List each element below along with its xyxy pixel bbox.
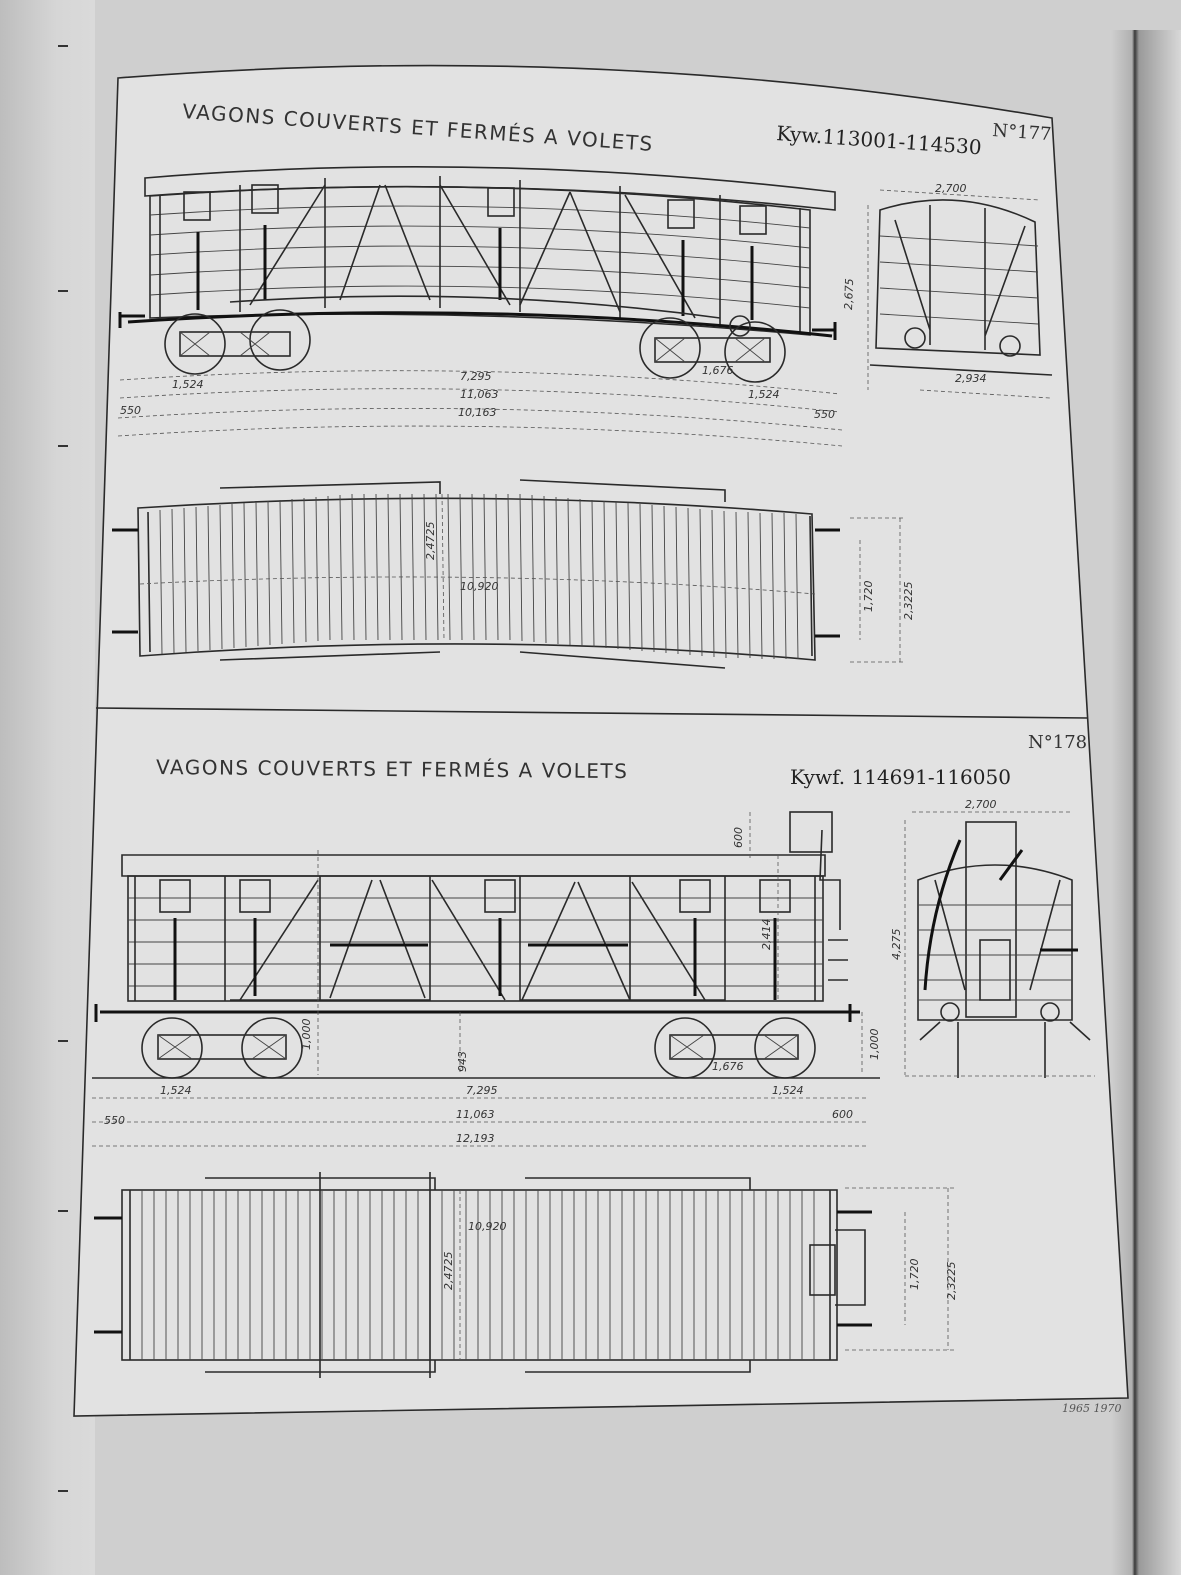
plate-178-number: N°178 bbox=[1028, 732, 1088, 753]
dim-plan-width: 2,3225 bbox=[945, 1261, 958, 1300]
signature: 1965 1970 bbox=[1062, 1402, 1122, 1415]
dim-plan-width: 2,3225 bbox=[902, 581, 915, 620]
dim-wheel: 943 bbox=[456, 1051, 469, 1072]
plate-178-code: Kywf. 114691-116050 bbox=[790, 765, 1011, 789]
dim-plan-inner: 1,720 bbox=[908, 1258, 921, 1290]
dim-wheelbase: 7,295 bbox=[460, 370, 492, 383]
dim-end-width: 2,700 bbox=[965, 798, 997, 811]
dim-plan-center: 2,4725 bbox=[442, 1251, 455, 1290]
dim-plan-center: 2,4725 bbox=[424, 521, 437, 560]
dim-plan-inner: 1,720 bbox=[862, 580, 875, 612]
dim-axle-right: 1,524 bbox=[772, 1084, 804, 1097]
dim-end-width: 2,700 bbox=[935, 182, 967, 195]
plate-177-number: N°177 bbox=[991, 120, 1053, 146]
dim-inner-height: 2,414 bbox=[760, 918, 773, 950]
dim-end-height: 2,675 bbox=[842, 278, 857, 311]
dim-plan-length: 10,920 bbox=[460, 580, 499, 593]
dim-side-left: 1,000 bbox=[300, 1018, 313, 1050]
dim-cab: 600 bbox=[732, 827, 745, 848]
dim-buffers: 11,063 bbox=[456, 1108, 495, 1121]
dim-axle-left: 1,524 bbox=[160, 1084, 192, 1097]
dim-overall: 12,193 bbox=[456, 1132, 495, 1145]
dim-overhang-right: 600 bbox=[832, 1108, 853, 1121]
dim-overall: 10,163 bbox=[458, 406, 497, 419]
dim-overhang-left: 550 bbox=[104, 1114, 125, 1127]
plate-177-code: Kyw.113001-114530 bbox=[775, 121, 983, 160]
dim-axle-right: 1,524 bbox=[748, 388, 780, 401]
dim-wheelbase: 7,295 bbox=[466, 1084, 498, 1097]
plate-178-title: VAGONS COUVERTS ET FERMÉS A VOLETS bbox=[155, 755, 629, 784]
dim-overhang-right: 550 bbox=[814, 408, 835, 421]
dim-side-right: 1,000 bbox=[868, 1028, 881, 1060]
dim-bogie: 1,676 bbox=[702, 364, 734, 377]
dim-buffers: 11,063 bbox=[460, 388, 499, 401]
dim-track: 2,934 bbox=[955, 372, 987, 385]
dim-bogie: 1,676 bbox=[712, 1060, 744, 1073]
dim-overhang-left: 550 bbox=[120, 404, 141, 417]
dim-axle-left: 1,524 bbox=[172, 378, 204, 391]
dim-end-height: 4,275 bbox=[890, 928, 903, 960]
dim-plan-length: 10,920 bbox=[468, 1220, 507, 1233]
plate-177-title: VAGONS COUVERTS ET FERMÉS A VOLETS bbox=[181, 99, 655, 156]
